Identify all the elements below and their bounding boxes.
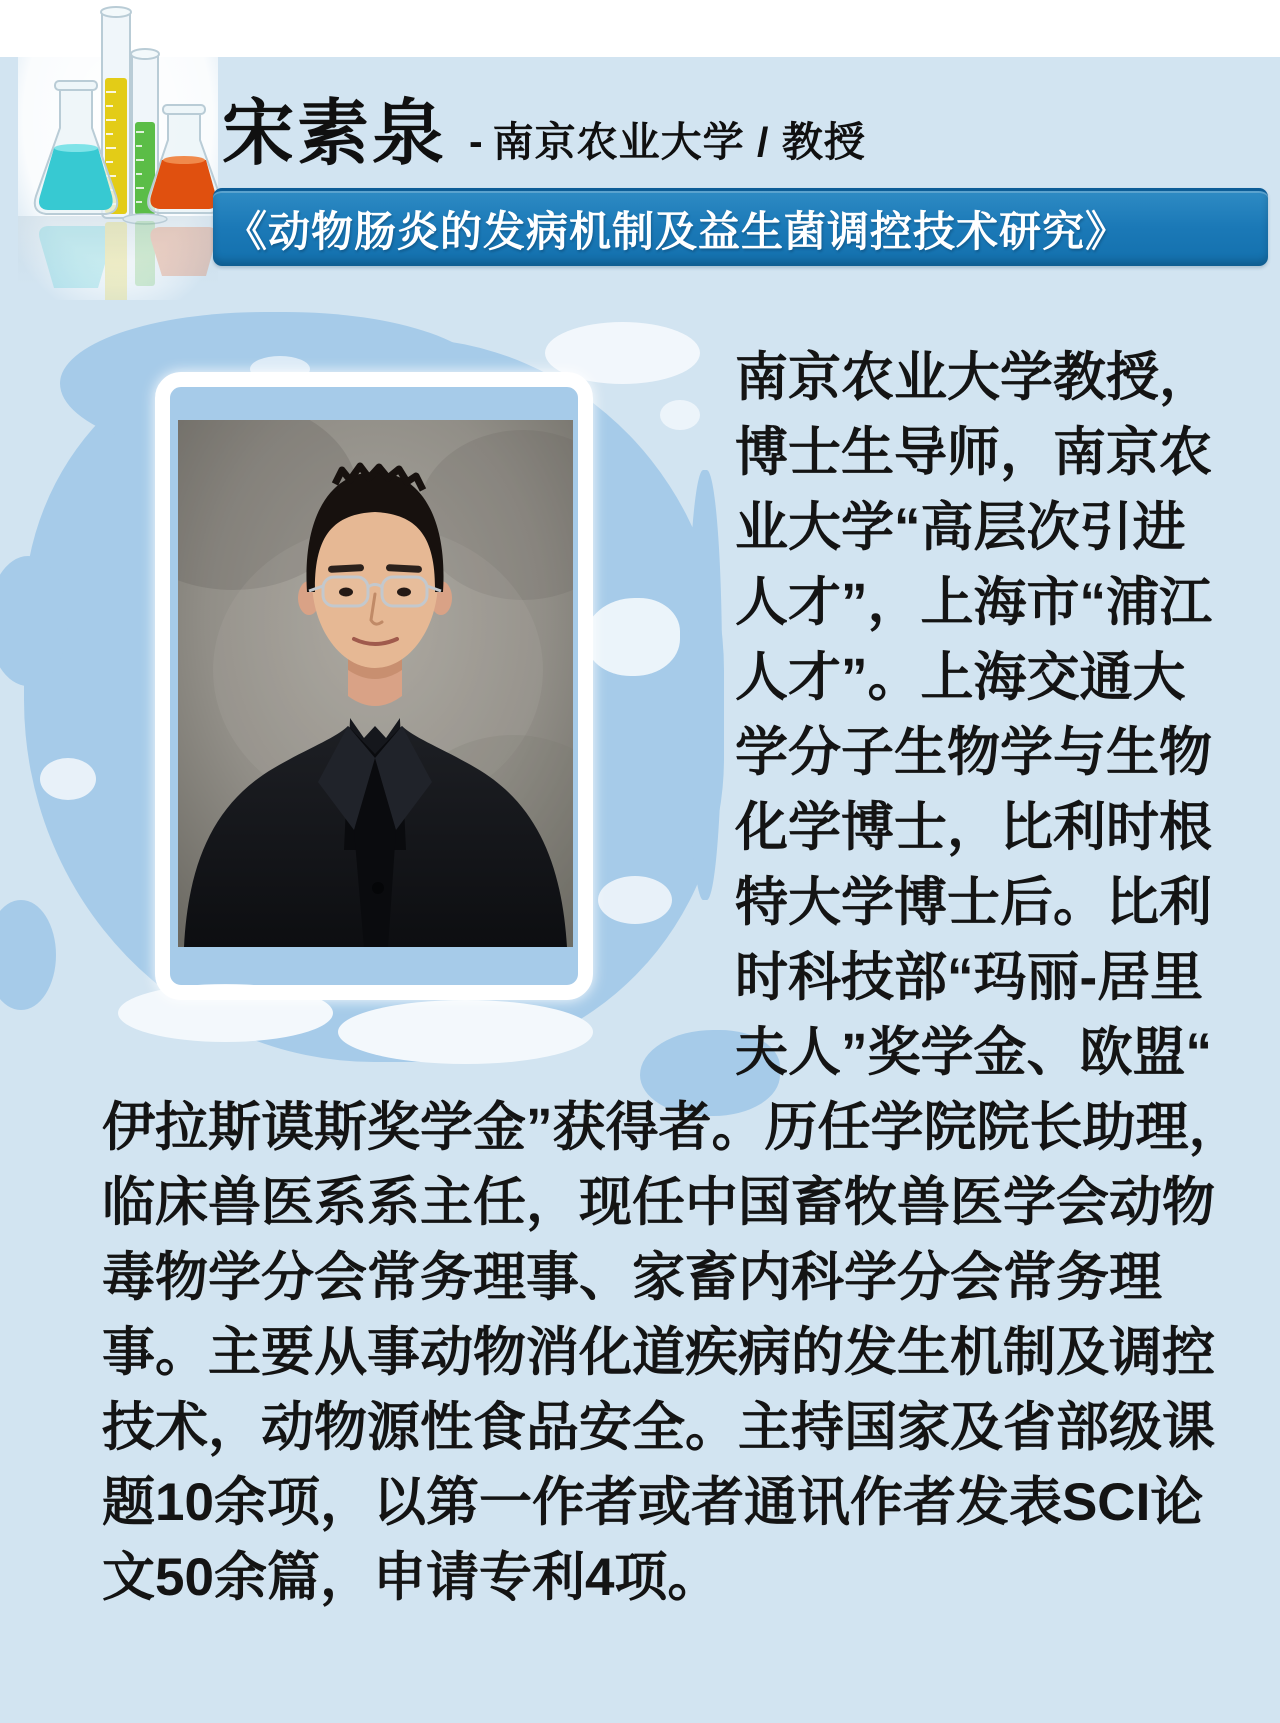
bio-line: 人才”。上海交通大 — [735, 648, 1186, 707]
paint-splash-blue — [688, 470, 722, 900]
bio-line: 博士生导师，南京农 — [735, 423, 1212, 482]
paint-splash-white — [338, 1000, 593, 1064]
paint-splash-white — [585, 598, 680, 676]
bio-line: 临床兽医系系主任，现任中国畜牧兽医学会动物 — [102, 1173, 1215, 1232]
paint-splash-blue — [0, 900, 56, 1010]
name-dash: - — [469, 118, 483, 164]
bio-line: 业大学“高层次引进 — [735, 498, 1186, 557]
research-topic-text: 《动物肠炎的发病机制及益生菌调控技术研究》 — [225, 207, 1129, 255]
bio-line: 学分子生物学与生物 — [735, 723, 1212, 782]
bio-line: 技术，动物源性食品安全。主持国家及省部级课 — [102, 1398, 1215, 1457]
name-row — [222, 82, 866, 174]
research-topic-banner — [213, 188, 1268, 266]
bio-full-width — [102, 1090, 1242, 1615]
bio-line: 文50余篇，申请专利4项。 — [102, 1548, 721, 1607]
professor-portrait-photo — [178, 420, 573, 947]
bio-column — [735, 340, 1212, 1090]
bio-line: 特大学博士后。比利 — [735, 873, 1212, 932]
bio-line: 题10余项，以第一作者或者通讯作者发表SCI论 — [102, 1473, 1204, 1532]
paint-splash-white — [598, 876, 672, 924]
bio-line: 事。主要从事动物消化道疾病的发生机制及调控 — [102, 1323, 1215, 1382]
bio-line: 毒物学分会常务理事、家畜内科学分会常务理 — [102, 1248, 1162, 1307]
paint-splash-white — [40, 758, 96, 800]
bio-line: 伊拉斯谟斯奖学金”获得者。历任学院院长助理， — [102, 1098, 1242, 1157]
affiliation-title: 南京农业大学 / 教授 — [492, 119, 866, 165]
bio-line: 人才”，上海市“浦江 — [735, 573, 1212, 632]
bio-line: 南京农业大学教授， — [735, 348, 1212, 407]
professor-name: 宋素泉 — [222, 94, 448, 174]
paint-splash-white — [660, 400, 700, 430]
lab-glassware-icon — [18, 0, 218, 300]
bio-line: 夫人”奖学金、欧盟“ — [735, 1023, 1212, 1082]
bio-line: 化学博士，比利时根 — [735, 798, 1212, 857]
bio-line: 时科技部“玛丽-居里 — [735, 948, 1204, 1007]
